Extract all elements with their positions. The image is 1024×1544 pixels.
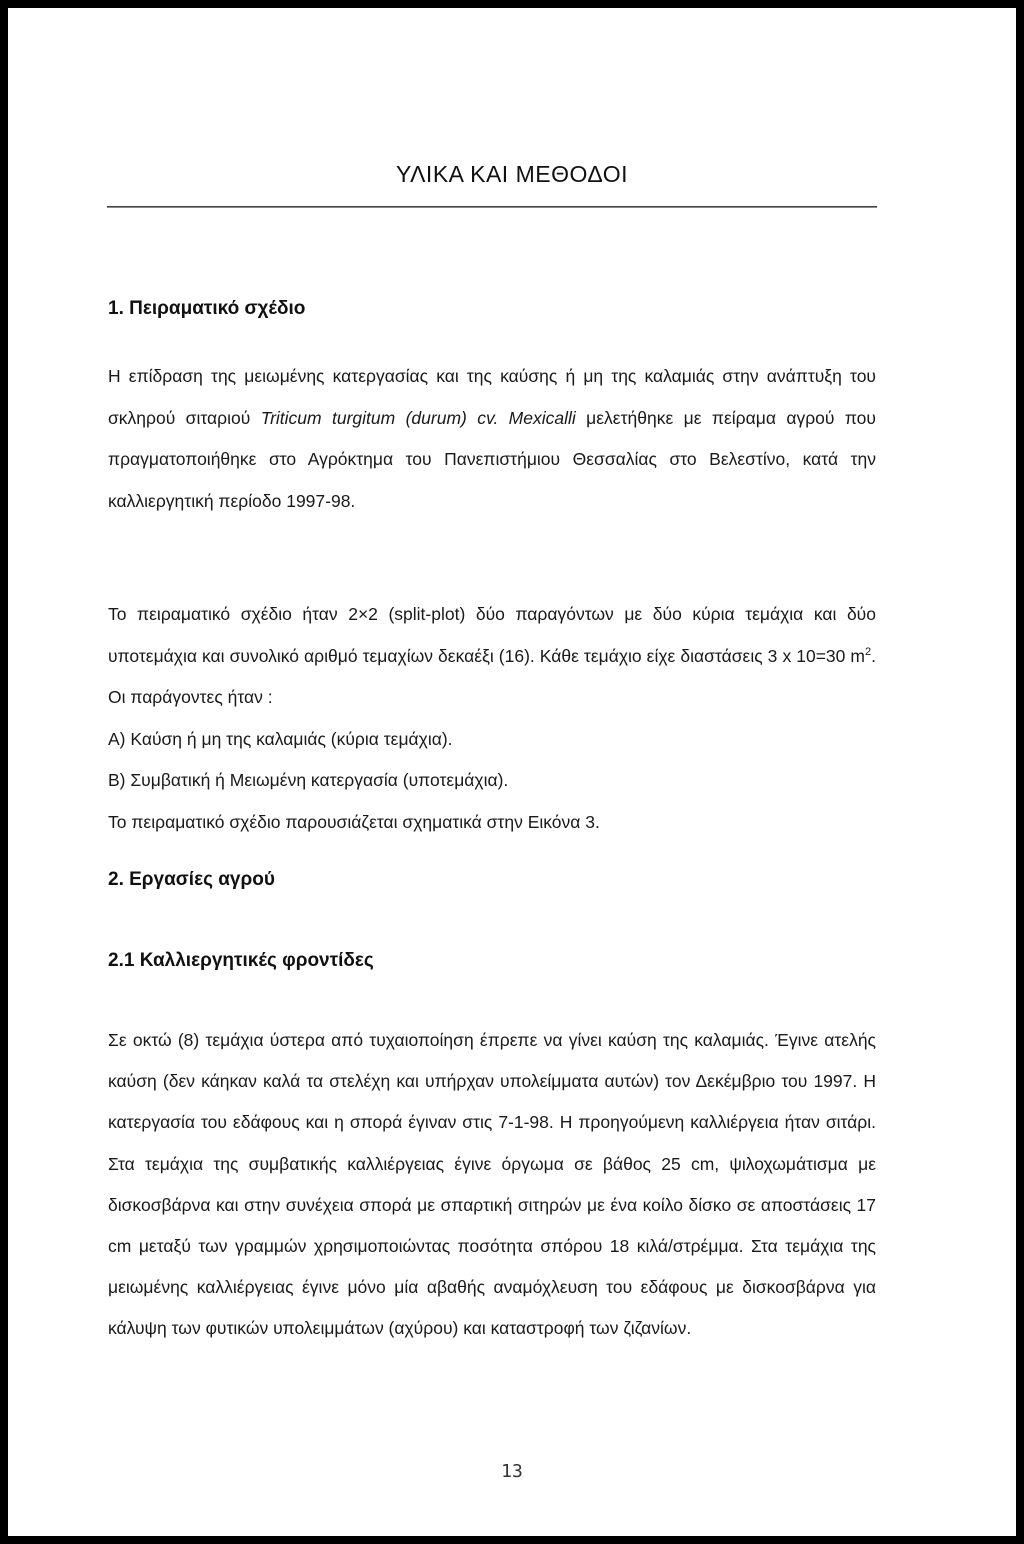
superscript: 2	[865, 645, 872, 658]
section-heading-experimental-design: 1. Πειραματικό σχέδιο	[108, 298, 306, 319]
paragraph-cultivation: Σε οκτώ (8) τεμάχια ύστερα από τυχαιοποίηση έπρεπε να γίνει καύση της καλαμιάς. Έγινε ατελής καύση (δεν κάηκαν καλά τα στελέχη και υπήρχαν υπολείμματα αυτών) τον Δεκέμβριο του 1997. Η κατεργασία του εδάφους και η σπορά έγιναν στις 7-1-98. Η προηγούμενη καλλιέργεια ήταν σιτάρι. Στα τεμάχια της συμβατικής καλλιέργειας έγινε όργωμα σε βάθος 25 cm, ψιλοχωμάτισμα με δισκοσβάρνα και στην συνέχεια σπορά με σπαρτική σιτηρών με ένα κοίλο δίσκο σε αποστάσεις 17 cm μεταξύ των γραμμών χρησιμοποιώντας ποσότητα σπόρου 18 κιλά/στρέμμα. Στα τεμάχια της μειωμένης καλλιέργειας έγινε μόνο μία αβαθής αναμόχλευση του εδάφους με δισκοσβάρνα για κάλυψη των φυτικών υπολειμμάτων (αχύρου) και καταστροφή των ζιζανίων.	[108, 1030, 876, 1339]
design-description	[108, 594, 876, 719]
subsection-heading-cultivation-care: 2.1 Καλλιεργητικές φροντίδες	[108, 950, 374, 971]
section-heading-field-work: 2. Εργασίες αγρού	[108, 869, 275, 890]
paragraph-text: Το πειραματικό σχέδιο ήταν 2×2 (split-plot) δύο παραγόντων με δύο κύρια τεμάχια και δύο υποτεμάχια και συνολικό αριθμό τεμαχίων δεκαέξι (16). Κάθε τεμάχιο είχε διαστάσεις 3 x 10=30 m	[108, 604, 876, 666]
paragraph-design-details	[108, 594, 876, 843]
paragraph-text: Η επίδραση της μειωμένης κατεργασίας και της καύσης ή μη της καλαμιάς στην ανάπτυξη του σκληρού σιταριού	[108, 366, 876, 428]
factor-item-b: Β) Συμβατική ή Μειωμένη κατεργασία (υποτεμάχια).	[108, 770, 509, 790]
factor-item-a: Α) Καύση ή μη της καλαμιάς (κύρια τεμάχια).	[108, 728, 453, 749]
paragraph-text: . Οι παράγοντες ήταν :	[108, 645, 876, 707]
title-divider	[107, 206, 877, 208]
species-name-italic: Triticum turgitum (durum) cv. Mexicalli	[260, 407, 576, 428]
document-page	[8, 8, 1016, 1536]
page-number: 13	[501, 1461, 523, 1482]
paragraph-text: μελετήθηκε με πείραμα αγρού που πραγματοποιήθηκε στο Αγρόκτημα του Πανεπιστήμιου Θεσσαλίας στο Βελεστίνο, κατά την καλλιεργητική περίοδο 1997-98.	[108, 407, 876, 511]
page-title: ΥΛΙΚΑ ΚΑΙ ΜΕΘΟΔΟΙ	[395, 161, 629, 187]
paragraph-study-description	[108, 356, 876, 522]
figure-reference: Το πειραματικό σχέδιο παρουσιάζεται σχηματικά στην Εικόνα 3.	[108, 811, 600, 832]
